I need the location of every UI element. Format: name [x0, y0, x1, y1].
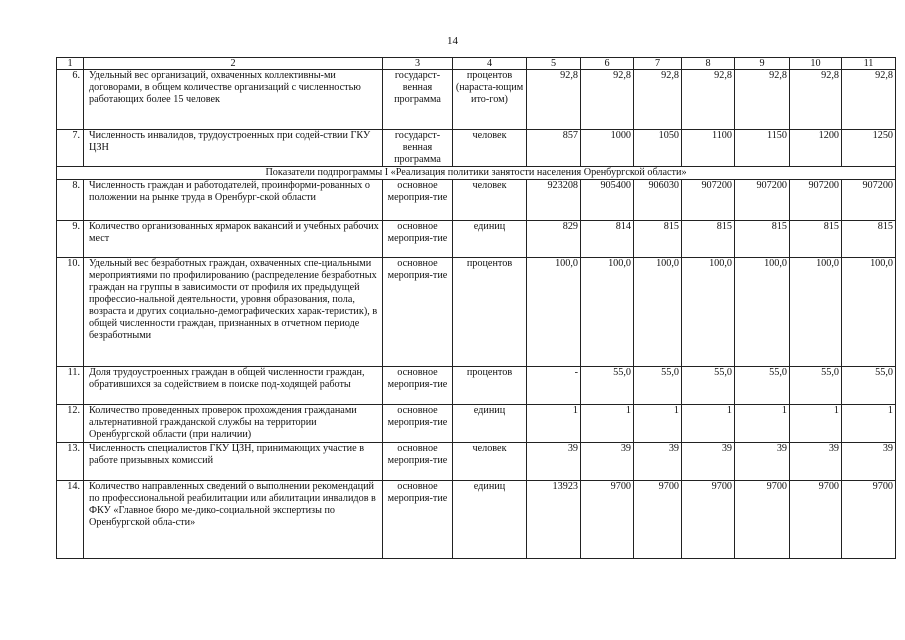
value-cell: 39 [634, 443, 682, 481]
row-number: 6. [57, 70, 84, 130]
value-cell: 92,8 [581, 70, 634, 130]
row-number: 8. [57, 180, 84, 221]
value-cell: 1 [790, 405, 842, 443]
row-number: 11. [57, 367, 84, 405]
value-cell: 100,0 [527, 258, 581, 367]
value-cell: 55,0 [682, 367, 735, 405]
unit-of-measure: единиц [453, 221, 527, 258]
value-cell: 1 [842, 405, 896, 443]
value-cell: 55,0 [735, 367, 790, 405]
value-cell: 814 [581, 221, 634, 258]
indicator-name: Удельный вес безработных граждан, охваченных спе-циальными мероприятиями по профилированию (распределение безработных граждан на группы в зависимости от профиля их предыдущей профессио-нальной деятельности, уровня образования, пола, возраста и других социально-демографических харак-теристик), в общей численности граждан, признанных в отчетном периоде безработными [84, 258, 383, 367]
page-number: 14 [447, 35, 458, 47]
column-number-cell: 11 [842, 58, 896, 70]
table-row [57, 367, 896, 405]
value-cell: 815 [842, 221, 896, 258]
table-row [57, 70, 896, 130]
value-cell: 907200 [682, 180, 735, 221]
value-cell: 39 [842, 443, 896, 481]
value-cell: 815 [790, 221, 842, 258]
value-cell: 815 [682, 221, 735, 258]
row-number: 10. [57, 258, 84, 367]
table-row [57, 258, 896, 367]
unit-of-measure: единиц [453, 481, 527, 559]
indicator-source: основное мероприя-тие [383, 367, 453, 405]
value-cell: 905400 [581, 180, 634, 221]
value-cell: 9700 [634, 481, 682, 559]
value-cell: 9700 [735, 481, 790, 559]
value-cell: 1250 [842, 130, 896, 167]
table-row [57, 221, 896, 258]
value-cell: 92,8 [634, 70, 682, 130]
column-number-cell: 8 [682, 58, 735, 70]
value-cell: 857 [527, 130, 581, 167]
table-row [57, 130, 896, 167]
value-cell: 39 [790, 443, 842, 481]
value-cell: 92,8 [735, 70, 790, 130]
column-number-cell: 5 [527, 58, 581, 70]
value-cell: 1 [581, 405, 634, 443]
value-cell: 815 [735, 221, 790, 258]
value-cell: 100,0 [581, 258, 634, 367]
value-cell: 1 [682, 405, 735, 443]
row-number: 9. [57, 221, 84, 258]
column-number-row [57, 58, 896, 70]
unit-of-measure: человек [453, 130, 527, 167]
section-title: Показатели подпрограммы I «Реализация политики занятости населения Оренбургской области» [57, 167, 896, 180]
indicator-name: Численность инвалидов, трудоустроенных при содей-ствии ГКУ ЦЗН [84, 130, 383, 167]
value-cell: 907200 [735, 180, 790, 221]
unit-of-measure: процентов [453, 367, 527, 405]
value-cell: - [527, 367, 581, 405]
value-cell: 1 [634, 405, 682, 443]
value-cell: 100,0 [634, 258, 682, 367]
value-cell: 55,0 [842, 367, 896, 405]
value-cell: 100,0 [790, 258, 842, 367]
value-cell: 9700 [842, 481, 896, 559]
indicator-source: основное мероприя-тие [383, 405, 453, 443]
table-row [57, 481, 896, 559]
indicator-name: Количество организованных ярмарок вакансий и учебных рабочих мест [84, 221, 383, 258]
value-cell: 1 [735, 405, 790, 443]
column-number-cell: 4 [453, 58, 527, 70]
column-number-cell: 6 [581, 58, 634, 70]
unit-of-measure: единиц [453, 405, 527, 443]
value-cell: 1200 [790, 130, 842, 167]
value-cell: 906030 [634, 180, 682, 221]
value-cell: 9700 [581, 481, 634, 559]
value-cell: 13923 [527, 481, 581, 559]
row-number: 13. [57, 443, 84, 481]
indicator-source: основное мероприя-тие [383, 258, 453, 367]
indicator-name: Доля трудоустроенных граждан в общей численности граждан, обратившихся за содействием в поиске под-ходящей работы [84, 367, 383, 405]
value-cell: 92,8 [842, 70, 896, 130]
value-cell: 55,0 [634, 367, 682, 405]
value-cell: 9700 [682, 481, 735, 559]
value-cell: 92,8 [527, 70, 581, 130]
indicator-name: Количество проведенных проверок прохождения гражданами альтернативной гражданской службы на территории Оренбургской области (при наличии) [84, 405, 383, 443]
value-cell: 1000 [581, 130, 634, 167]
indicator-name: Удельный вес организаций, охваченных коллективны-ми договорами, в общем количестве организаций с численностью работающих более 15 человек [84, 70, 383, 130]
value-cell: 1100 [682, 130, 735, 167]
value-cell: 1150 [735, 130, 790, 167]
unit-of-measure: человек [453, 443, 527, 481]
column-number-cell: 7 [634, 58, 682, 70]
value-cell: 829 [527, 221, 581, 258]
value-cell: 907200 [842, 180, 896, 221]
indicator-source: государст-венная программа [383, 70, 453, 130]
value-cell: 92,8 [682, 70, 735, 130]
indicator-name: Численность специалистов ГКУ ЦЗН, принимающих участие в работе призывных комиссий [84, 443, 383, 481]
indicators-table [56, 57, 896, 559]
column-number-cell: 2 [84, 58, 383, 70]
table-row [57, 405, 896, 443]
value-cell: 9700 [790, 481, 842, 559]
row-number: 7. [57, 130, 84, 167]
value-cell: 100,0 [735, 258, 790, 367]
section-row [57, 167, 896, 180]
indicator-source: государст-венная программа [383, 130, 453, 167]
value-cell: 55,0 [790, 367, 842, 405]
column-number-cell: 1 [57, 58, 84, 70]
indicator-name: Численность граждан и работодателей, проинформи-рованных о положении на рынке труда в Оренбург-ской области [84, 180, 383, 221]
value-cell: 55,0 [581, 367, 634, 405]
table-row [57, 180, 896, 221]
unit-of-measure: процентов (нараста-ющим ито-гом) [453, 70, 527, 130]
column-number-cell: 10 [790, 58, 842, 70]
column-number-cell: 3 [383, 58, 453, 70]
unit-of-measure: человек [453, 180, 527, 221]
indicator-source: основное мероприя-тие [383, 443, 453, 481]
value-cell: 100,0 [842, 258, 896, 367]
value-cell: 923208 [527, 180, 581, 221]
value-cell: 39 [735, 443, 790, 481]
indicator-source: основное мероприя-тие [383, 481, 453, 559]
table-row [57, 443, 896, 481]
column-number-cell: 9 [735, 58, 790, 70]
row-number: 12. [57, 405, 84, 443]
unit-of-measure: процентов [453, 258, 527, 367]
row-number: 14. [57, 481, 84, 559]
value-cell: 815 [634, 221, 682, 258]
value-cell: 39 [682, 443, 735, 481]
value-cell: 39 [527, 443, 581, 481]
value-cell: 907200 [790, 180, 842, 221]
value-cell: 1050 [634, 130, 682, 167]
value-cell: 1 [527, 405, 581, 443]
indicator-source: основное мероприя-тие [383, 180, 453, 221]
value-cell: 100,0 [682, 258, 735, 367]
indicator-name: Количество направленных сведений о выполнении рекомендаций по профессиональной реабилитации или абилитации инвалидов в ФКУ «Главное бюро ме-дико-социальной экспертизы по Оренбургской обла-сти» [84, 481, 383, 559]
value-cell: 39 [581, 443, 634, 481]
value-cell: 92,8 [790, 70, 842, 130]
indicator-source: основное мероприя-тие [383, 221, 453, 258]
